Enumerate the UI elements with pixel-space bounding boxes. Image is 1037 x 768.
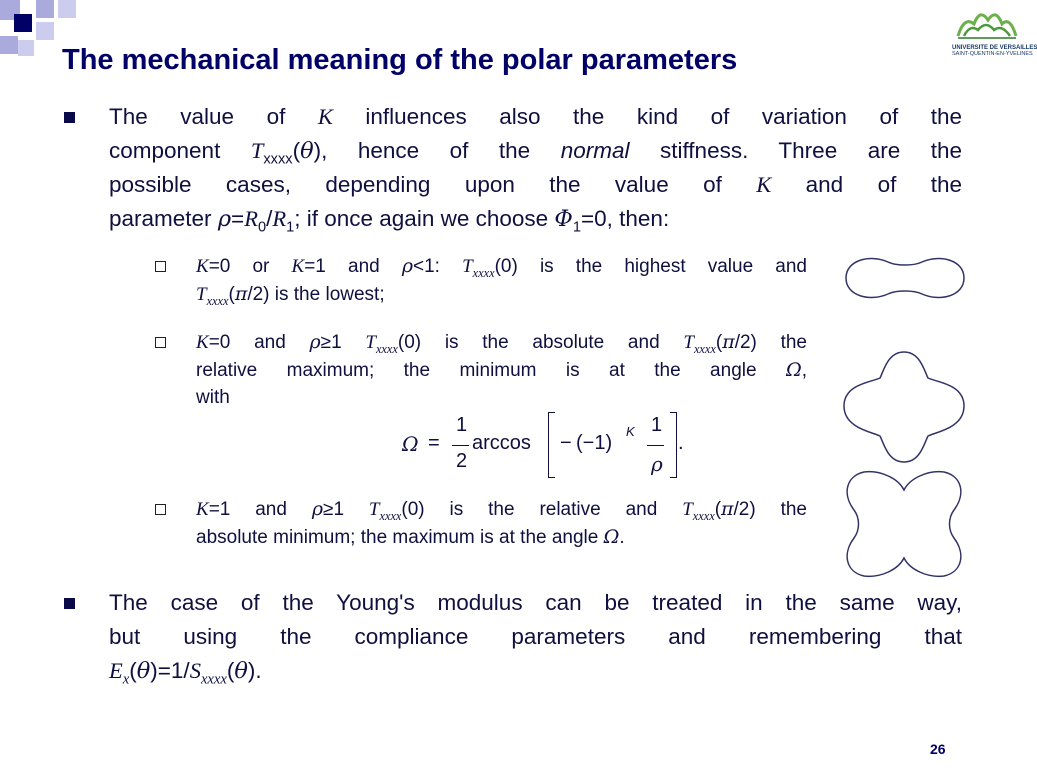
bullet2-line1: The case of the Young's modulus can be treated in the same way, [109,590,962,615]
four-lobed-curve [838,348,970,466]
sub-bullet-marker [155,261,166,272]
decor-square [18,40,34,56]
bullet1-text [109,100,962,236]
case1-text [196,252,807,308]
logo-text-2: SAINT-QUENTIN-EN-YVELINES [952,51,1033,57]
decor-square [58,0,76,18]
formula-num2: 1 [651,414,663,436]
logo-text-1: UNIVERSITE DE VERSAILLES [952,45,1037,51]
bullet-marker [64,112,75,123]
omega-formula [398,412,698,480]
formula-den1: 2 [456,450,468,472]
decor-square [36,22,54,40]
bullet2-line3: $E_x(\theta)=1/S_{xxxx}(\theta)$. [109,658,262,688]
bullet2-text [109,586,962,688]
bullet1-line4: parameter $\rho=R_0/R_1$; if once again we choose $\Phi_1=0$, then: [109,206,670,236]
sub-bullet-marker [155,504,166,515]
formula-equals: = [428,432,440,454]
formula-period: . [678,432,684,454]
fraction-bar [452,445,469,446]
bracket-right [670,412,677,478]
fraction-bar [647,445,664,446]
case3-line2: absolute minimum; the maximum is at the angle Ω. [196,526,625,548]
case3-line1: K=1 and ρ≥1 $T_{xxxx}(0)$ is the relative and $T_{xxxx}(\pi/2)$ the [196,498,807,523]
case2-line3: with [196,387,230,408]
bullet1-line1: The value of K influences also the kind of variation of the [109,104,963,129]
decor-square [36,0,54,18]
case2-line1: K=0 and ρ≥1 $T_{xxxx}(0)$ is the absolute and $T_{xxxx}(\pi/2)$ the [196,331,807,356]
decor-square [0,36,18,54]
formula-den2: ρ [651,452,663,476]
case1-line1: K=0 or K=1 and ρ<1: $T_{xxxx}(0)$ is the highest value and [196,255,807,280]
university-logo [952,2,1037,58]
case1-line2: $T_{xxxx}(\pi/2)$ is the lowest; [196,283,385,308]
bullet1-line2: component $T_{xxxx}(\theta)$, hence of the normal stiffness. Three are the [109,138,962,168]
peanut-curve [840,252,970,304]
bracket-left [548,412,555,478]
formula-num1: 1 [456,414,468,436]
formula-paren: (−1) [576,432,613,454]
formula-omega: Ω [402,432,419,456]
decor-square [14,14,32,32]
formula-exponent: K [626,424,635,439]
butterfly-curve [836,468,972,580]
bullet-marker [64,598,75,609]
page-number: 26 [930,741,946,757]
case2-text [196,328,807,412]
sub-bullet-marker [155,337,166,348]
case2-line2: relative maximum; the minimum is at the angle Ω, [196,359,807,381]
formula-arccos: arccos [472,432,531,454]
formula-minus: − [560,432,572,454]
bullet1-line3: possible cases, depending upon the value of K and of the [109,172,962,197]
bullet2-line2: but using the compliance parameters and remembering that [109,624,962,649]
case3-text [196,495,807,551]
slide-title: The mechanical meaning of the polar parameters [62,44,738,76]
